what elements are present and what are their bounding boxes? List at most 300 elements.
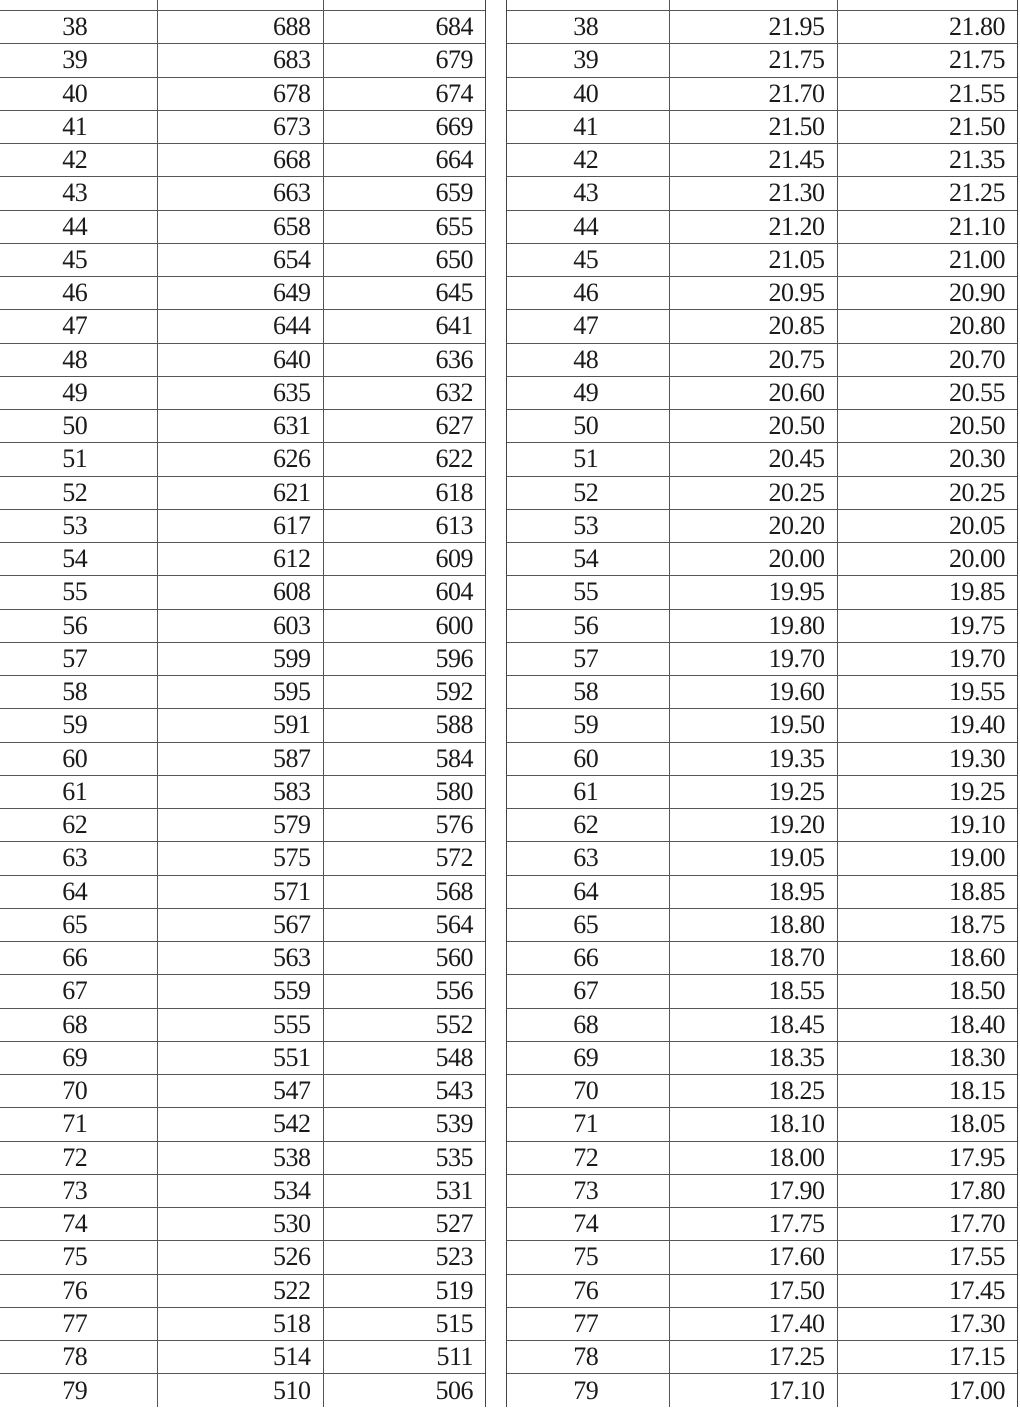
row-key-cell: 70: [507, 1075, 669, 1108]
table-row: [0, 875, 485, 908]
row-key-cell: 47: [0, 310, 157, 343]
value-cell: 534: [157, 1174, 323, 1207]
table-row: [507, 509, 1017, 542]
value-cell: 622: [323, 443, 485, 476]
table-row: [507, 1208, 1017, 1241]
table-row: [507, 1274, 1017, 1307]
value-cell: 17.70: [837, 1208, 1017, 1241]
row-key-cell: 50: [0, 410, 157, 443]
table-row: [507, 576, 1017, 609]
value-cell: 19.60: [669, 676, 837, 709]
value-cell: 618: [323, 476, 485, 509]
value-cell: 19.75: [837, 609, 1017, 642]
value-cell: 658: [157, 210, 323, 243]
table-row: [0, 1041, 485, 1074]
value-cell: 20.80: [837, 310, 1017, 343]
value-cell: 636: [323, 343, 485, 376]
value-cell: 514: [157, 1341, 323, 1374]
value-cell: 21.50: [669, 110, 837, 143]
table-row: [507, 609, 1017, 642]
row-key-cell: 44: [507, 210, 669, 243]
value-cell: 18.95: [669, 875, 837, 908]
value-cell: 564: [323, 908, 485, 941]
table-row: [0, 277, 485, 310]
row-key-cell: 54: [507, 543, 669, 576]
value-cell: 506: [435, 1375, 473, 1405]
value-cell: 17.40: [669, 1307, 837, 1340]
value-cell: 649: [157, 277, 323, 310]
value-cell: 17.00: [949, 1375, 1005, 1405]
row-key-cell: 62: [0, 809, 157, 842]
value-cell: 604: [323, 576, 485, 609]
row-key-cell: 41: [507, 110, 669, 143]
table-row: [0, 676, 485, 709]
table-row: [507, 1174, 1017, 1207]
row-key-cell: 39: [0, 44, 157, 77]
value-cell: 526: [157, 1241, 323, 1274]
table-row: [0, 842, 485, 875]
value-cell: 20.90: [837, 277, 1017, 310]
value-cell: 18.05: [837, 1108, 1017, 1141]
table-row: [0, 44, 485, 77]
table-row: [0, 809, 485, 842]
row-key-cell: 41: [0, 110, 157, 143]
row-key-cell: 69: [507, 1041, 669, 1074]
table-row: [0, 476, 485, 509]
table-header-cell: [0, 0, 157, 11]
table-row: [507, 1008, 1017, 1041]
row-key-cell: 75: [0, 1241, 157, 1274]
value-cell: 21.70: [669, 77, 837, 110]
value-cell: 584: [323, 742, 485, 775]
value-cell: 679: [323, 44, 485, 77]
table-header-cell: [323, 0, 485, 11]
value-cell: 654: [157, 243, 323, 276]
table-row: [0, 1075, 485, 1108]
table-row: [507, 742, 1017, 775]
value-cell: 20.30: [837, 443, 1017, 476]
value-cell: 18.80: [669, 908, 837, 941]
value-cell: 531: [323, 1174, 485, 1207]
value-cell: 626: [157, 443, 323, 476]
table-row: [0, 343, 485, 376]
table-row: [507, 277, 1017, 310]
table-row: [507, 1374, 1017, 1407]
row-key-cell: 57: [0, 642, 157, 675]
table-row: [0, 908, 485, 941]
row-key-cell: 48: [507, 343, 669, 376]
row-key-cell: 76: [507, 1274, 669, 1307]
value-cell: 18.10: [669, 1108, 837, 1141]
value-cell: 663: [157, 177, 323, 210]
table-header-row: [507, 0, 1017, 11]
value-cell: 563: [157, 942, 323, 975]
row-key-cell: 53: [0, 509, 157, 542]
row-key-cell: 44: [0, 210, 157, 243]
row-key-cell: 75: [507, 1241, 669, 1274]
value-cell: 19.35: [669, 742, 837, 775]
value-cell: 518: [157, 1307, 323, 1340]
value-cell: 17.15: [837, 1341, 1017, 1374]
row-key-cell: 50: [507, 410, 669, 443]
value-cell: 21.55: [837, 77, 1017, 110]
value-cell: 627: [323, 410, 485, 443]
row-key-cell: 55: [507, 576, 669, 609]
value-cell: 548: [323, 1041, 485, 1074]
value-cell: 18.55: [669, 975, 837, 1008]
row-key-cell: 70: [0, 1075, 157, 1108]
table-row: [0, 942, 485, 975]
value-cell: 538: [157, 1141, 323, 1174]
row-key-cell: 59: [0, 709, 157, 742]
table-row: [0, 1374, 485, 1407]
row-key-cell: 74: [507, 1208, 669, 1241]
row-key-cell: 71: [0, 1108, 157, 1141]
value-cell: 664: [323, 144, 485, 177]
value-cell: 18.15: [837, 1075, 1017, 1108]
row-key-cell: 65: [507, 908, 669, 941]
row-key-cell: 43: [0, 177, 157, 210]
table-row: [507, 543, 1017, 576]
table-row: [0, 1307, 485, 1340]
value-cell: 19.55: [837, 676, 1017, 709]
value-cell: 547: [157, 1075, 323, 1108]
row-key-cell: 40: [507, 77, 669, 110]
value-cell: 18.85: [837, 875, 1017, 908]
value-cell: 688: [157, 11, 323, 44]
table-row: [0, 1174, 485, 1207]
value-cell: 18.35: [669, 1041, 837, 1074]
value-cell: 617: [157, 509, 323, 542]
row-key-cell: 38: [0, 11, 157, 44]
value-cell: 515: [323, 1307, 485, 1340]
value-cell: 21.45: [669, 144, 837, 177]
table-row: [0, 709, 485, 742]
row-key-cell: 65: [0, 908, 157, 941]
row-key-cell: 60: [507, 742, 669, 775]
row-key-cell: 60: [0, 742, 157, 775]
row-key-cell: 48: [0, 343, 157, 376]
table-row: [0, 443, 485, 476]
table-row: [507, 1341, 1017, 1374]
row-key-cell: 77: [0, 1307, 157, 1340]
row-key-cell: 39: [507, 44, 669, 77]
value-cell: 655: [323, 210, 485, 243]
table-row: [0, 1108, 485, 1141]
value-cell: 603: [157, 609, 323, 642]
value-cell: 527: [323, 1208, 485, 1241]
value-cell: 17.60: [669, 1241, 837, 1274]
table-header-cell: [157, 0, 323, 11]
value-cell: 580: [323, 775, 485, 808]
table-row: [0, 609, 485, 642]
table-row: [0, 1241, 485, 1274]
right-table-container: [506, 0, 1018, 1407]
table-header-cell: [837, 0, 1017, 11]
value-cell: 20.00: [669, 543, 837, 576]
value-cell: 631: [157, 410, 323, 443]
value-cell: 21.75: [837, 44, 1017, 77]
table-row: [507, 1307, 1017, 1340]
value-cell: 668: [157, 144, 323, 177]
right-data-table: [507, 0, 1017, 1407]
value-cell: 18.75: [837, 908, 1017, 941]
value-cell: 543: [323, 1075, 485, 1108]
value-cell: 588: [323, 709, 485, 742]
value-cell: 641: [323, 310, 485, 343]
table-row: [507, 676, 1017, 709]
value-cell: 21.50: [837, 110, 1017, 143]
value-cell: 587: [157, 742, 323, 775]
value-cell: 556: [323, 975, 485, 1008]
table-row: [507, 1241, 1017, 1274]
table-row: [0, 509, 485, 542]
value-cell: 684: [323, 11, 485, 44]
value-cell: 595: [157, 676, 323, 709]
value-cell: 20.70: [837, 343, 1017, 376]
value-cell: 542: [157, 1108, 323, 1141]
table-row: [0, 576, 485, 609]
row-key-cell: 79: [0, 1374, 157, 1407]
value-cell: 18.40: [837, 1008, 1017, 1041]
value-cell: 599: [157, 642, 323, 675]
value-cell: 609: [323, 543, 485, 576]
value-cell: 18.45: [669, 1008, 837, 1041]
value-cell: 21.20: [669, 210, 837, 243]
row-key-cell: 63: [0, 842, 157, 875]
table-row: [507, 443, 1017, 476]
value-cell: 592: [323, 676, 485, 709]
table-header-cell: [507, 0, 669, 11]
value-cell: 511: [323, 1341, 485, 1374]
table-row: [0, 1274, 485, 1307]
value-cell: 19.80: [669, 609, 837, 642]
table-row: [0, 1208, 485, 1241]
value-cell: 551: [157, 1041, 323, 1074]
value-cell: 555: [157, 1008, 323, 1041]
row-key-cell: 66: [0, 942, 157, 975]
value-cell: 635: [157, 376, 323, 409]
table-row: [0, 642, 485, 675]
row-key-cell: 51: [0, 443, 157, 476]
row-key-cell: 52: [507, 476, 669, 509]
value-cell: 612: [157, 543, 323, 576]
table-row: [0, 11, 485, 44]
table-row: [507, 410, 1017, 443]
row-key-cell: 46: [0, 277, 157, 310]
value-cell: 17.10: [669, 1374, 837, 1407]
value-cell: 17.75: [669, 1208, 837, 1241]
value-cell: 19.10: [837, 809, 1017, 842]
row-key-cell: 58: [507, 676, 669, 709]
row-key-cell: 61: [507, 775, 669, 808]
table-row: [507, 942, 1017, 975]
left-data-table: [0, 0, 485, 1407]
table-row: [0, 543, 485, 576]
row-key-cell: 68: [507, 1008, 669, 1041]
row-key-cell: 77: [507, 1307, 669, 1340]
row-key-cell: 72: [507, 1141, 669, 1174]
value-cell: 21.00: [837, 243, 1017, 276]
value-cell: 530: [157, 1208, 323, 1241]
value-cell: 568: [323, 875, 485, 908]
table-row: [0, 742, 485, 775]
value-cell: 17.90: [669, 1174, 837, 1207]
value-cell: 575: [157, 842, 323, 875]
value-cell: 17.95: [837, 1141, 1017, 1174]
table-row: [0, 210, 485, 243]
value-cell: 650: [323, 243, 485, 276]
value-cell: 571: [157, 875, 323, 908]
row-key-cell: 74: [0, 1208, 157, 1241]
value-cell: 19.40: [837, 709, 1017, 742]
value-cell: 17.25: [669, 1341, 837, 1374]
value-cell: 683: [157, 44, 323, 77]
table-row: [0, 1141, 485, 1174]
value-cell: 20.25: [837, 476, 1017, 509]
table-row: [507, 243, 1017, 276]
value-cell: 18.50: [837, 975, 1017, 1008]
row-key-cell: 69: [0, 1041, 157, 1074]
value-cell: 659: [323, 177, 485, 210]
value-cell: 572: [323, 842, 485, 875]
value-cell: 20.75: [669, 343, 837, 376]
table-row: [507, 1075, 1017, 1108]
value-cell: 20.55: [837, 376, 1017, 409]
table-row: [507, 210, 1017, 243]
table-row: [507, 177, 1017, 210]
table-header-cell: [669, 0, 837, 11]
value-cell: 519: [323, 1274, 485, 1307]
table-row: [0, 243, 485, 276]
table-row: [507, 476, 1017, 509]
value-cell: 18.30: [837, 1041, 1017, 1074]
value-cell: 678: [157, 77, 323, 110]
value-cell: 621: [157, 476, 323, 509]
table-row: [507, 1141, 1017, 1174]
value-cell: 552: [323, 1008, 485, 1041]
value-cell: 19.50: [669, 709, 837, 742]
table-row: [0, 1008, 485, 1041]
value-cell: 20.45: [669, 443, 837, 476]
value-cell: 20.95: [669, 277, 837, 310]
row-key-cell: 67: [0, 975, 157, 1008]
row-key-cell: 54: [0, 543, 157, 576]
row-key-cell: 58: [0, 676, 157, 709]
row-key-cell: 49: [507, 376, 669, 409]
table-row: [0, 110, 485, 143]
value-cell: 20.20: [669, 509, 837, 542]
value-cell: 632: [323, 376, 485, 409]
value-cell: 19.25: [669, 775, 837, 808]
value-cell: 19.30: [837, 742, 1017, 775]
value-cell: 522: [157, 1274, 323, 1307]
value-cell: 19.05: [669, 842, 837, 875]
row-key-cell: 73: [507, 1174, 669, 1207]
value-cell: 591: [157, 709, 323, 742]
table-row: [507, 709, 1017, 742]
value-cell: 583: [157, 775, 323, 808]
table-row: [507, 310, 1017, 343]
value-cell: 17.80: [837, 1174, 1017, 1207]
row-key-cell: 64: [507, 875, 669, 908]
value-cell: 560: [323, 942, 485, 975]
table-row: [507, 908, 1017, 941]
value-cell: 20.85: [669, 310, 837, 343]
row-key-cell: 73: [0, 1174, 157, 1207]
value-cell: 21.95: [669, 11, 837, 44]
value-cell: 18.25: [669, 1075, 837, 1108]
table-row: [0, 775, 485, 808]
value-cell: 673: [157, 110, 323, 143]
table-row: [0, 376, 485, 409]
value-cell: 19.95: [669, 576, 837, 609]
row-key-cell: 63: [507, 842, 669, 875]
value-cell: 674: [323, 77, 485, 110]
row-key-cell: 42: [0, 144, 157, 177]
table-row: [507, 144, 1017, 177]
table-row: [507, 343, 1017, 376]
row-key-cell: 53: [507, 509, 669, 542]
value-cell: 645: [323, 277, 485, 310]
row-key-cell: 59: [507, 709, 669, 742]
table-row: [507, 110, 1017, 143]
row-key-cell: 68: [0, 1008, 157, 1041]
table-row: [507, 809, 1017, 842]
left-table-container: [0, 0, 486, 1407]
table-row: [0, 77, 485, 110]
value-cell: 510: [157, 1374, 323, 1407]
table-row: [507, 1108, 1017, 1141]
value-cell: 19.20: [669, 809, 837, 842]
value-cell: 559: [157, 975, 323, 1008]
value-cell: 19.70: [669, 642, 837, 675]
table-header-row: [0, 0, 485, 11]
row-key-cell: 78: [0, 1341, 157, 1374]
row-key-cell: 45: [0, 243, 157, 276]
value-cell: 640: [157, 343, 323, 376]
value-cell: 18.70: [669, 942, 837, 975]
row-key-cell: 79: [507, 1374, 669, 1407]
value-cell: 18.60: [837, 942, 1017, 975]
row-key-cell: 76: [0, 1274, 157, 1307]
value-cell: 21.35: [837, 144, 1017, 177]
value-cell: 576: [323, 809, 485, 842]
value-cell: 579: [157, 809, 323, 842]
value-cell: 17.50: [669, 1274, 837, 1307]
row-key-cell: 61: [0, 775, 157, 808]
value-cell: 613: [323, 509, 485, 542]
value-cell: 21.25: [837, 177, 1017, 210]
value-cell: 535: [323, 1141, 485, 1174]
value-cell: 21.75: [669, 44, 837, 77]
value-cell: 539: [323, 1108, 485, 1141]
value-cell: 17.55: [837, 1241, 1017, 1274]
value-cell: 21.10: [837, 210, 1017, 243]
value-cell: 19.85: [837, 576, 1017, 609]
value-cell: 669: [323, 110, 485, 143]
value-cell: 20.60: [669, 376, 837, 409]
value-cell: 608: [157, 576, 323, 609]
value-cell: 567: [157, 908, 323, 941]
row-key-cell: 52: [0, 476, 157, 509]
row-key-cell: 55: [0, 576, 157, 609]
value-cell: 20.25: [669, 476, 837, 509]
value-cell: 19.25: [837, 775, 1017, 808]
value-cell: 20.05: [837, 509, 1017, 542]
row-key-cell: 45: [507, 243, 669, 276]
value-cell: 20.50: [669, 410, 837, 443]
